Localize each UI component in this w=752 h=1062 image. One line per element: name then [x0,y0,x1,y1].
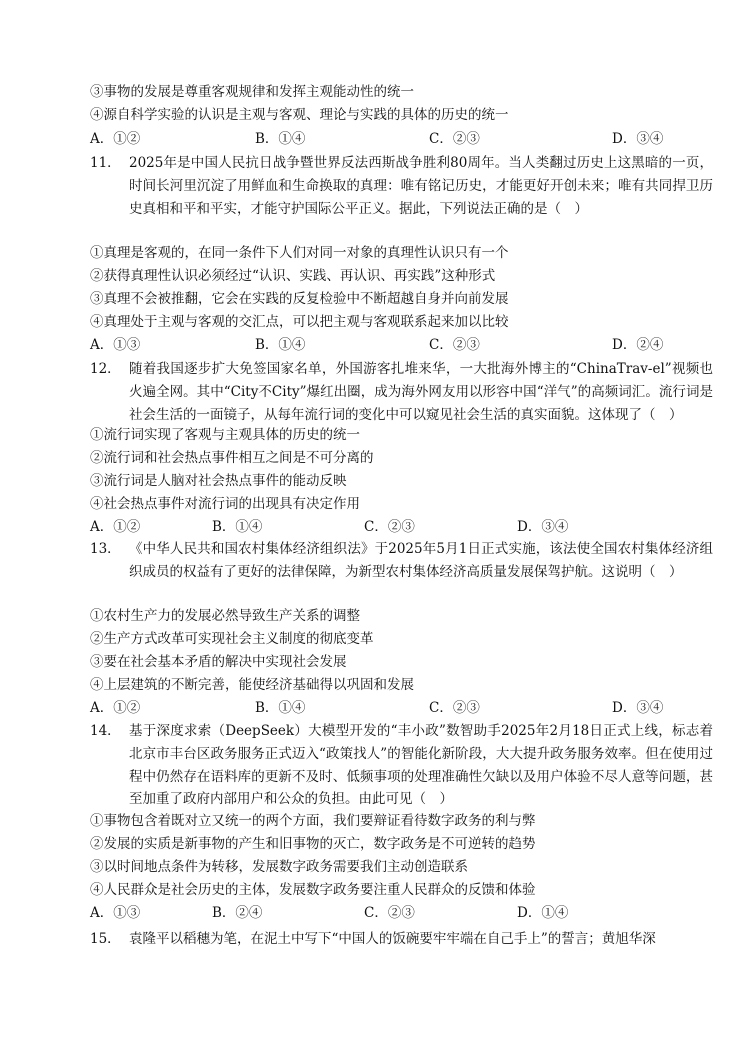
q10-item-3: ③事物的发展是尊重客观规律和发挥主观能动性的统一 [90,84,414,100]
q10-choice-d[interactable]: D．③④ [612,131,664,147]
q11-choices [90,334,730,356]
q13-item-2: ②生产方式改革可实现社会主义制度的彻底变革 [90,631,374,647]
q13-number: 13． [90,541,121,557]
q14-stem: 基于深度求索（DeepSeek）大模型开发的“丰小政”数智助手2025年2月18日正式上线，标志着北京市丰台区政务服务正式迈入“政策找人”的智能化新阶段，大大提升政务服务效率。但在使用过程中仍然存在语料库的更新不及时、低频事项的处理准确性欠缺以及用户体验不尽人意等问题，甚至加重了政府内部用户和公众的负担。由此可见（ ） [129,723,713,808]
q12-choice-c[interactable]: C．②③ [364,519,415,535]
q10-choice-b[interactable]: B．①④ [255,131,306,147]
q14-item-4: ④人民群众是社会历史的主体，发展数字政务要注重人民群众的反馈和体验 [90,882,536,898]
q13-stem: 《中华人民共和国农村集体经济组织法》于2025年5月1日正式实施，该法使全国农村集体经济组织成员的权益有了更好的法律保障，为新型农村集体经济高质量发展保驾护航。这说明（ ） [129,541,713,580]
q12-choice-d[interactable]: D．③④ [517,519,569,535]
q12-choice-b[interactable]: B．①④ [212,519,263,535]
q13-choices [90,697,730,719]
q12-number: 12． [90,361,121,377]
q12-item-4: ④社会热点事件对流行词的出现具有决定作用 [90,496,360,512]
q10-choice-c[interactable]: C．②③ [429,131,480,147]
q10-choices [90,128,730,150]
q10-item-4: ④源自科学实验的认识是主观与客观、理论与实践的具体的历史的统一 [90,107,509,123]
q12-item-3: ③流行词是人脑对社会热点事件的能动反映 [90,473,347,489]
q13-choice-b[interactable]: B．①④ [255,700,306,716]
q10-choice-a[interactable]: A．①② [90,131,141,147]
q15-number: 15． [90,931,121,947]
q14-item-3: ③以时间地点条件为转移，发展数字政务需要我们主动创造联系 [90,859,468,875]
q14-choice-c[interactable]: C．②③ [364,905,415,921]
q11-choice-d[interactable]: D．②④ [612,337,664,353]
q14-item-1: ①事物包含着既对立又统一的两个方面，我们要辩证看待数字政务的利与弊 [90,813,536,829]
q12-choices [90,516,730,538]
q11-number: 11． [90,155,121,171]
q11-stem: 2025年是中国人民抗日战争暨世界反法西斯战争胜利80周年。当人类翻过历史上这黑暗的一页，时间长河里沉淀了用鲜血和生命换取的真理：唯有铭记历史，才能更好开创未来；唯有共同捍卫历史真相和平和平实，才能守护国际公平正义。据此，下列说法正确的是（ ） [129,155,713,217]
q14-number: 14． [90,723,121,739]
q13-item-1: ①农村生产力的发展必然导致生产关系的调整 [90,608,360,624]
q14-choice-b[interactable]: B．②④ [212,905,263,921]
q11-choice-b[interactable]: B．①④ [255,337,306,353]
q14-choice-d[interactable]: D．①④ [517,905,569,921]
q12-item-1: ①流行词实现了客观与主观具体的历史的统一 [90,427,360,443]
q11-item-4: ④真理处于主观与客观的交汇点，可以把主观与客观联系起来加以比较 [90,314,509,330]
q11-item-3: ③真理不会被推翻，它会在实践的反复检验中不断超越自身并向前发展 [90,291,509,307]
q12-choice-a[interactable]: A．①② [90,519,141,535]
q11-item-2: ②获得真理性认识必须经过“认识、实践、再认识、再实践”这种形式 [90,268,496,284]
q13-choice-d[interactable]: D．③④ [612,700,664,716]
q12-stem: 随着我国逐步扩大免签国家名单，外国游客扎堆来华，一大批海外博主的“ChinaTrav-el”视频也火遍全网。其中“City不City”爆红出圈，成为海外网友用以形容中国“洋气”的高频词汇。流行词是社会生活的一面镜子，从每年流行词的变化中可以窥见社会生活的真实面貌。这体现了（ ） [129,361,713,423]
q14-choices [90,902,730,924]
q14-choice-a[interactable]: A．①③ [90,905,141,921]
q11-item-1: ①真理是客观的，在同一条件下人们对同一对象的真理性认识只有一个 [90,245,509,261]
q13-item-3: ③要在社会基本矛盾的解决中实现社会发展 [90,654,347,670]
q12-item-2: ②流行词和社会热点事件相互之间是不可分离的 [90,450,374,466]
q14-item-2: ②发展的实质是新事物的产生和旧事物的灭亡，数字政务是不可逆转的趋势 [90,836,536,852]
q13-choice-a[interactable]: A．①② [90,700,141,716]
q13-item-4: ④上层建筑的不断完善，能使经济基础得以巩固和发展 [90,677,414,693]
q11-choice-a[interactable]: A．①③ [90,337,141,353]
q15-stem: 袁隆平以稻穗为笔，在泥土中写下“中国人的饭碗要牢牢端在自己手上”的誓言；黄旭华深 [129,931,656,947]
q11-choice-c[interactable]: C．②③ [429,337,480,353]
q13-choice-c[interactable]: C．②③ [429,700,480,716]
